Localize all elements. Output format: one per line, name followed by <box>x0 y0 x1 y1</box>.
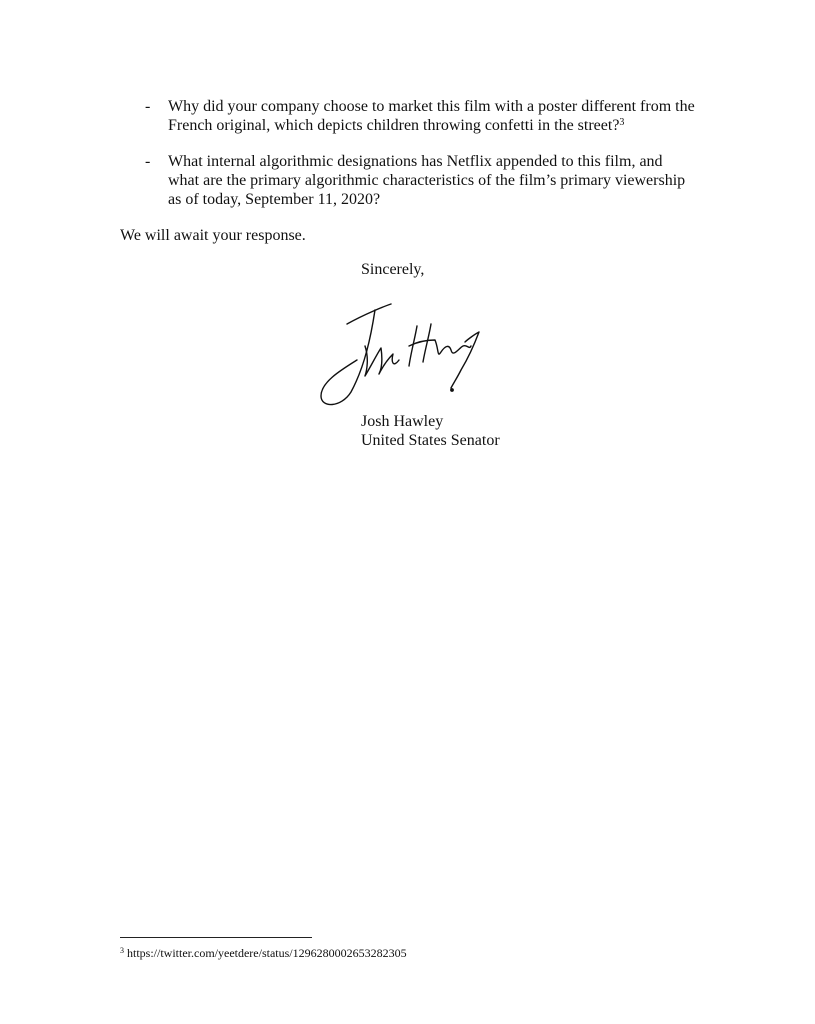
footnote-number: 3 <box>120 946 124 955</box>
question-line: what are the primary algorithmic characteristics of the film’s primary viewership <box>168 172 686 189</box>
question-line: Why did your company choose to market this film with a poster different from the <box>168 98 695 115</box>
footnote-url: https://twitter.com/yeetdere/status/1296280002653282305 <box>127 946 407 960</box>
closing-line: We will await your response. <box>120 227 306 244</box>
question-text <box>168 97 708 135</box>
question-line-text: French original, which depicts children throwing confetti in the street? <box>168 117 620 134</box>
sign-off: Sincerely, <box>361 261 425 278</box>
signer-name: Josh Hawley <box>361 413 444 430</box>
footnote-reference: 3 <box>619 117 625 128</box>
bullet-dash: - <box>145 153 151 170</box>
question-line <box>168 116 708 135</box>
handwritten-signature <box>313 296 493 411</box>
question-text <box>168 152 708 209</box>
question-line: as of today, September 11, 2020? <box>168 191 381 208</box>
question-line: What internal algorithmic designations has Netflix appended to this film, and <box>168 153 663 170</box>
footnote <box>120 946 407 960</box>
signature-block <box>361 412 500 450</box>
bullet-dash: - <box>145 98 151 115</box>
signer-title: United States Senator <box>361 432 500 449</box>
footnote-divider <box>120 937 312 938</box>
